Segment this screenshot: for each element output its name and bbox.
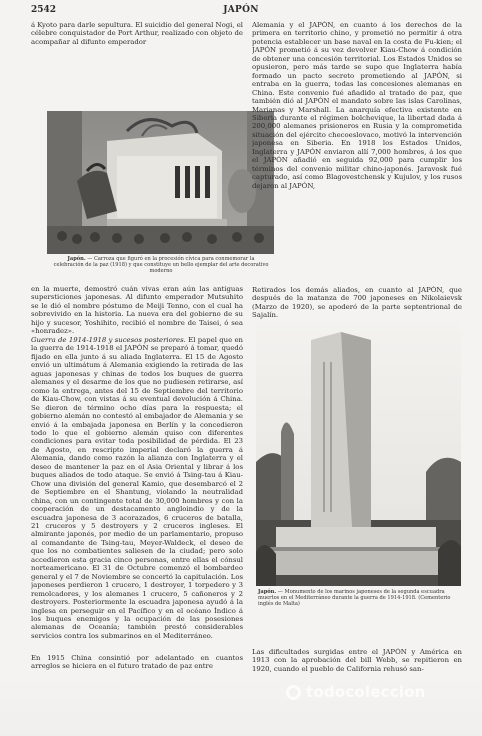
monument-caption-lead: Japón. [258,589,277,595]
float-caption-lead: Japón. [67,256,86,262]
monument-photo [256,322,461,586]
war-section-heading: Guerra de 1914-1918 y sucesos posteriores. [31,336,186,344]
page-title: JAPÓN [223,5,259,15]
column1-war-section [31,336,243,652]
column2-sajalin-paragraph: Retirados los demás aliados, en cuanto al JAPÓN, que después de la matanza de 700 japoneses en Nikolaievsk (Marzo de 1920), se apoderó de la parte septentrional de Sajalín. [252,286,462,320]
page-number: 2542 [31,5,57,15]
float-photo-caption [52,256,270,275]
war-section-body: El papel que en la guerra de 1914-1918 el JAPÓN se preparó á tomar, quedó fijado en ella junto á su aliada Inglaterra. El 15 de Agosto envió un ultimátum á Alemania exigiendo la retirada de las aguas japonesas y chinas de todos los buques de guerra alemanes y el desarme de los que no pudiesen retirarse, así como la entrega, antes del 15 de Septiembre del territorio de Kiau-Chow, con vistas á su eventual devolución á China. Se dieron de término ocho días para la respuesta; el gobierno alemán no contestó al embajador de Alemania y se envió á la embajada japonesa en Berlín y la concedieron todo lo que el gobierno alemán quiso con diferentes condiciones para evitar toda posibilidad de pérdida. El 23 de Agosto, en rescripto imperial declaró la guerra á Alemania, dando como razón la alianza con Inglaterra y el deseo de mantener la paz en el Asia Oriental y librar á los buques aliados de todo ataque. Se envió á Tsing-tau á Kiau-Chow una división del general Kamio, que desembarcó el 2 de Septiembre en el Shantung, violando la neutralidad china, con un contingente total de 30,000 hombres y con la cooperación de un destacamento angloindio y de la escuadra japonesa de 3 acorazados, 6 cruceros de batalla, 21 cruceros y 5 destroyers y 2 cruceros ingleses. El almirante japonés, por medio de un parlamentario, propuso al comandante de Tsing-tau, Meyer-Waldeck, el deseo de que los no combatientes saliesen de la ciudad; pero solo accedieron esta gracia cinco personas, entre ellas el cónsul norteamericano. El 31 de Octubre comenzó el bombardeo general y el 7 de Noviembre se concertó la capitulación. Los japoneses perdieron 1 crucero, 1 destroyer, 1 torpedero y 3 remolcadores, y los alemanes 1 crucero, 5 cañoneros y 2 destroyers. Posteriormente la escuadra japonesa ayudó á la inglesa en perseguir en el Pacífico y en el océano Índico á los buques enemigos y la ocupación de las posesiones alemanas de Oceanía; también prestó considerables servicios contra los submarinos en el Mediterráneo. [31,336,243,640]
column1-intro-text: á Kyoto para darle sepultura. El suicidio del general Nogi, el célebre conquistador de Port Arthur, realizado con objeto de acompañar al difunto emperador [31,21,243,46]
float-photo-image [47,111,274,254]
float-photo [47,111,274,254]
monument-photo-caption [258,589,463,608]
float-caption-text: — Carroza que figuró en la procesión cívica para conmemorar la celebración de la paz (1918) y que constituye un bello ejemplar del arte decorativo moderno [53,256,269,275]
watermark-logo-icon [286,685,301,700]
column2-bottom-text: Las dificultades surgidas entre el JAPÓN y América en 1913 con la aprobación del bill Webb, se repitieron en 1920, cuando el pueblo de California rehusó san- [252,648,462,673]
monument-caption-text: — Monumento de los marinos japoneses de la segunda escuadra muertos en el Mediterráneo durante la guerra de 1914-1918. (Cementerio inglés de Malta) [258,589,451,608]
monument-photo-image [256,322,461,586]
column1-paragraph-1: en la muerte, demostró cuán vivas eran aún las antiguas supersticiones japonesas. Al difunto emperador Mutsuhito se le dió el nombre póstumo de Meiji Tenno, con el cual ha sobrevivido en la historia. La nueva era del gobierno de su hijo y sucesor, Yoshihito, recibió el nombre de Taisei, ó sea «honradez». [31,285,243,335]
watermark: todocoleccion [306,683,426,701]
column1-closing-paragraph: En 1915 China consintió por adelantado en cuantos arreglos se hiciera en el futuro tratado de paz entre [31,654,243,671]
column2-top-text: Alemania y el JAPÓN, en cuanto á los derechos de la primera en territorio chino, y prometió no permitir á otra potencia establecer un base naval en la costa de Fu-kien; el JAPÓN prometió á su vez devolver Kiau-Chow á condición de obtener una concesión territorial. Los Estados Unidos se opusieron, pero más tarde se supo que Inglaterra había formado un pacto secreto prometiendo al JAPÓN, si entraba en la guerra, todas las concesiones alemanas en China. Este convenio fué añadido al tratado de paz, que también dió al JAPÓN el mandato sobre las islas Carolinas, Marianas y Marshall. La anarquía efectiva existente en Siberia durante el régimen bolchevique, la libertad dada á 200,000 alemanes prisioneros en Rusia y la comprometida situación del ejército checoeslovaco, motivó la intervención japonesa en Siberia. En 1918 los Estados Unidos, Inglaterra y JAPÓN enviaron allí 7,000 hombres, á los que el JAPÓN añadió en seguida 92,000 para cumplir los términos del convenio militar chino-japonés. Jaravosk fué capturado, así como Blagovestchensk y Kujulov, y los rusos dejaron al JAPÓN, [252,21,462,190]
